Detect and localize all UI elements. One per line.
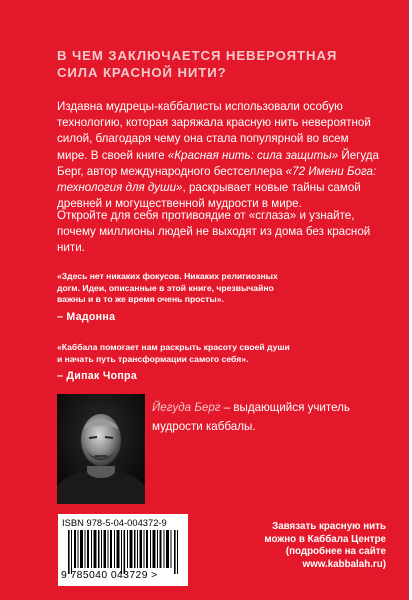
intro-line: Издавна мудрецы-каббалисты использовали особую	[57, 100, 343, 113]
paragraph-line: нити.	[57, 241, 85, 255]
author-bio	[152, 398, 392, 436]
barcode-icon	[68, 530, 180, 574]
isbn-number: ISBN 978-5-04-004372-9	[62, 517, 167, 528]
centre-line: Завязать красную нить	[272, 521, 386, 532]
intro-line: силой, благодаря чему она стала популярной во всем	[57, 132, 349, 146]
kabbalah-centre-note	[206, 521, 386, 571]
book-title-72-names-cont: технология для души»	[57, 181, 183, 195]
paragraph-line: почему миллионы людей не выходят из дома без красной	[57, 225, 371, 239]
quote-line: «Здесь нет никаких фокусов. Никаких религиозных	[57, 271, 278, 281]
paragraph-line: Откройте для себя противоядие от «сглаза» и узнайте,	[57, 209, 355, 222]
quote-author: – Дипак Чопра	[57, 370, 138, 383]
barcode-digits: 9 785040 043729 >	[61, 570, 158, 581]
headline-line: СИЛА КРАСНОЙ НИТИ?	[57, 65, 227, 80]
headline-line: В ЧЕМ ЗАКЛЮЧАЕТСЯ НЕВЕРОЯТНАЯ	[57, 48, 338, 63]
isbn-barcode-box	[58, 514, 188, 586]
author-photo	[57, 394, 145, 504]
book-title-red-thread: «Красная нить: сила защиты»	[167, 148, 339, 162]
centre-line: можно в Каббала Центре	[264, 533, 386, 545]
intro-line	[57, 148, 379, 164]
intro-line: древней и могущественной мудрости в мире.	[57, 197, 302, 211]
intro-line	[57, 180, 361, 196]
intro-text: мире. В своей книге	[57, 148, 165, 162]
intro-text: , раскрывает новые тайны самой	[182, 181, 361, 195]
book-title-72-names: «72 Имени Бога:	[285, 164, 377, 178]
quote-chopra	[57, 342, 357, 383]
intro-line	[57, 164, 377, 180]
centre-line: (подробнее на сайте	[285, 546, 386, 558]
bio-text: – выдающийся учитель	[220, 401, 350, 414]
bio-line	[152, 398, 392, 417]
quote-author: – Мадонна	[57, 310, 116, 323]
quote-line: «Каббала помогает нам раскрыть красоту своей души	[57, 342, 290, 352]
quote-madonna	[57, 271, 357, 323]
bio-line: мудрости каббалы.	[152, 420, 256, 433]
second-paragraph	[57, 208, 371, 257]
photo-credit	[139, 402, 145, 488]
intro-paragraph	[57, 99, 379, 212]
intro-line: технологию, которая заряжала красную нить невероятной	[57, 116, 371, 130]
centre-website: www.kabbalah.ru)	[302, 558, 386, 570]
author-name: Йегуда Берг	[152, 401, 221, 414]
quote-line: важны и в то же время очень просты».	[57, 294, 224, 305]
author-portrait-image	[57, 394, 145, 504]
headline	[57, 47, 357, 81]
quote-line: и начать путь трансформации самого себя».	[57, 353, 249, 364]
quote-line: догм. Идеи, описанные в этой книге, чрезвычайно	[57, 282, 274, 293]
intro-text: Берг, автор международного бестселлера	[57, 164, 283, 178]
intro-text: Йегуда	[341, 148, 379, 162]
